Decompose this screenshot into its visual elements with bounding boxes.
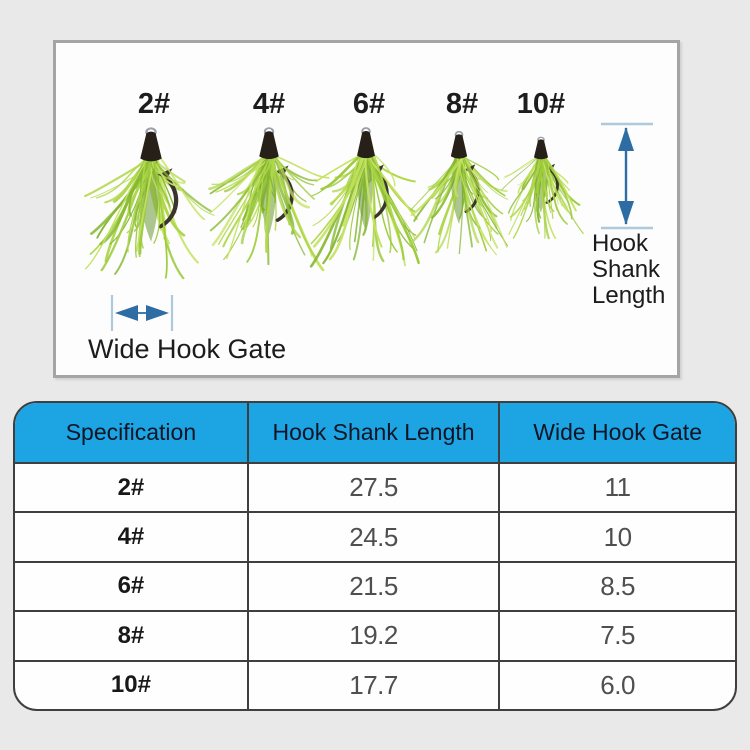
feather-hook-figure-2 [84,125,218,287]
gate-cell: 6.0 [600,669,635,700]
size-label-8: 8# [445,88,479,120]
gate-cell: 7.5 [600,620,635,651]
shank-cell: 24.5 [247,513,500,560]
table-row [15,511,735,560]
size-label-4: 4# [252,88,286,120]
header-wide-hook-gate: Wide Hook Gate [533,419,702,445]
hook-gate-arrow-icon [106,293,178,333]
feather-hook-figure-8 [408,129,510,261]
hook-gate-annotation: Wide Hook Gate [88,334,287,364]
shank-length-arrow-icon [601,120,653,232]
header-shank-length: Hook Shank Length [247,403,500,462]
gate-cell: 10 [603,521,632,552]
gate-cell: 11 [604,472,631,503]
shank-cell: 27.5 [247,464,500,511]
header-specification: Specification [65,419,197,445]
shank-cell: 19.2 [247,612,500,659]
size-label-6: 6# [352,88,386,120]
shank-cell: 21.5 [247,563,500,610]
table-row [15,462,735,511]
shank-length-annotation: Hook Shank Length [592,230,666,309]
gate-cell: 8.5 [600,570,635,601]
feather-hook-figure-6 [310,125,422,273]
size-label-10: 10# [516,88,566,120]
table-row [15,561,735,610]
spec-cell: 4# [117,523,145,551]
spec-cell: 2# [117,473,145,501]
table-row [15,660,735,709]
spec-cell: 8# [117,621,145,649]
table-row [15,610,735,659]
spec-cell: 10# [110,671,151,699]
size-label-2: 2# [137,88,171,120]
specification-table [13,401,737,711]
feather-hook-figure-10 [497,135,585,243]
table-header-row [15,403,735,462]
shank-cell: 17.7 [247,662,500,709]
product-photo-panel [53,40,680,378]
spec-cell: 6# [117,572,145,600]
